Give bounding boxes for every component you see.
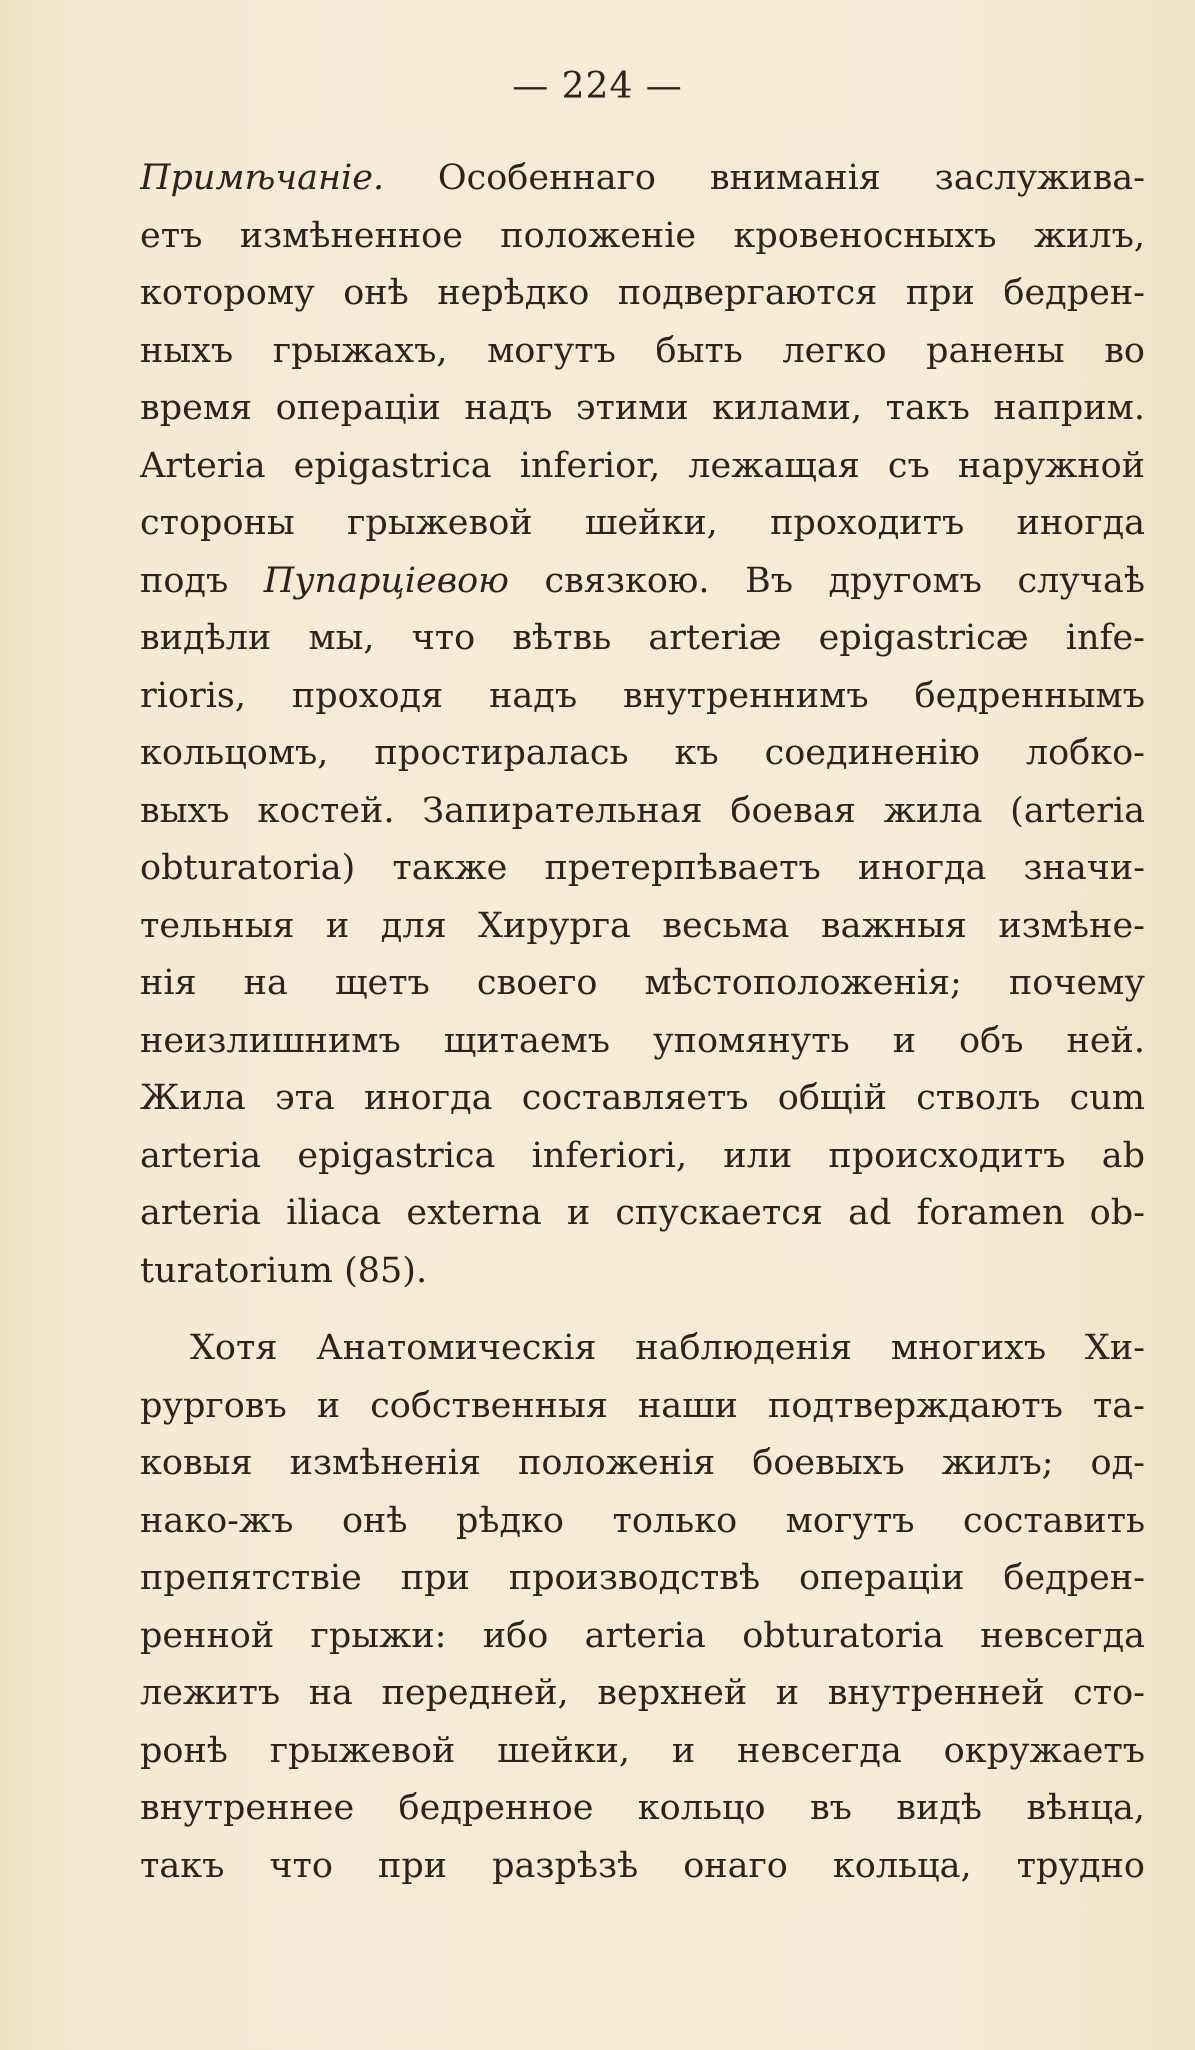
text-line: такъ что при разрѣзѣ онаго кольца, трудно [140,1845,1145,1886]
text-line: arteria epigastrica inferiori, или происходитъ ab [140,1135,1145,1176]
text-line: turatorium (85). [140,1250,428,1291]
text-line: ковыя измѣненія положенія боевыхъ жилъ; од- [140,1443,1145,1483]
text-line: нія на щетъ своего мѣстоположенія; почему [140,963,1145,1003]
paragraph-gap [140,1300,1145,1320]
text-line: лежитъ на передней, верхней и внутренней сто- [140,1673,1145,1713]
text-line [140,150,1145,208]
proper-name: Пупарціевою [263,560,509,601]
text-line: видѣли мы, что вѣтвь arteriæ epigastricæ infe- [140,618,1145,658]
text-line: которому онѣ нерѣдко подвергаются при бедрен- [140,273,1145,313]
paragraph-main [140,1320,1145,1895]
text-line: нако-жъ онѣ рѣдко только могутъ составить [140,1500,1145,1541]
text-line: ренной грыжи: ибо arteria obturatoria невсегда [140,1615,1145,1656]
text-line: rioris, проходя надъ внутреннимъ бедреннымъ [140,675,1145,716]
page-body-text [140,150,1145,1895]
text-line: Arteria epigastrica inferior, лежащая съ наружной [140,445,1145,486]
text-line: етъ измѣненное положеніе кровеносныхъ жилъ, [140,215,1145,256]
text-line: рурговъ и собственныя наши подтверждаютъ та- [140,1385,1145,1426]
text-line: препятствіе при производствѣ операціи бедрен- [140,1558,1145,1598]
text-line: внутреннее бедренное кольцо въ видѣ вѣнца, [140,1788,1145,1828]
text-line: obturatoria) также претерпѣваетъ иногда значи- [140,848,1145,888]
text-line: Жила эта иногда составляетъ общій стволъ cum [140,1078,1145,1118]
text-line: ныхъ грыжахъ, могутъ быть легко ранены во [140,330,1145,371]
page-number-header: — 224 — [512,66,683,107]
text-line: arteria iliaca externa и спускается ad foramen ob- [140,1193,1145,1233]
text-line: кольцомъ, простиралась къ соединенію лобко- [140,733,1145,773]
text-fragment: Особеннаго вниманія заслужива- [437,158,1145,198]
text-line [140,553,1145,611]
text-line: Хотя Анатомическія наблюденія многихъ Хи- [190,1328,1145,1368]
text-line: ронѣ грыжевой шейки, и невсегда окружаетъ [140,1730,1145,1771]
text-fragment: связкою. Въ другомъ случаѣ [544,560,1145,601]
paragraph-note [140,150,1145,1300]
text-line: стороны грыжевой шейки, проходитъ иногда [140,503,1145,543]
text-line: выхъ костей. Запирательная боевая жила (arteria [140,790,1145,831]
note-label: Примѣчаніе. [140,158,385,198]
text-fragment: подъ [140,560,229,601]
text-line: неизлишнимъ щитаемъ упомянуть и объ ней. [140,1020,1145,1061]
text-line: тельныя и для Хирурга весьма важныя измѣне- [140,905,1145,946]
text-line: время операціи надъ этими килами, такъ наприм. [140,388,1145,428]
